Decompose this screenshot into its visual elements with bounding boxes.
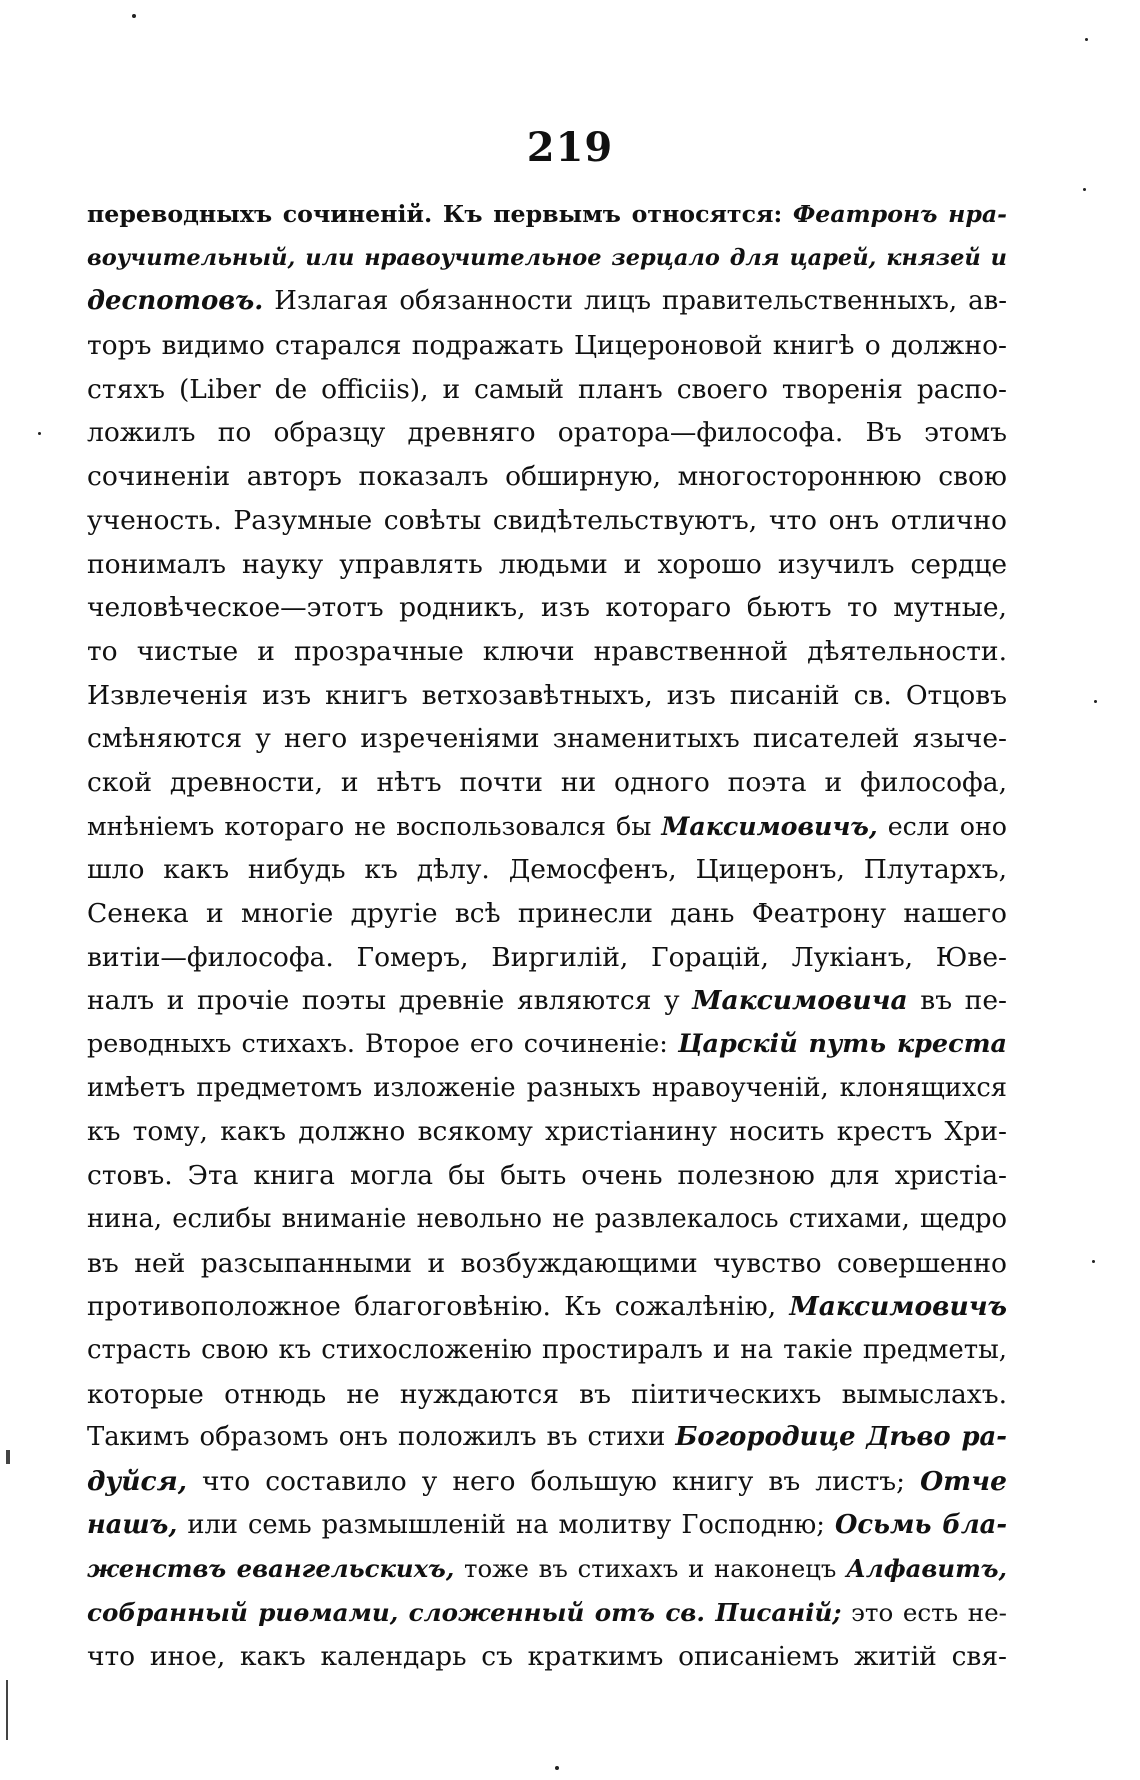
text-segment: Извлеченія изъ книгъ ветхозавѣтныхъ, изъ писаній св. Отцовъ: [87, 679, 1007, 711]
page-number: 219: [526, 124, 614, 171]
text-segment: Такимъ образомъ онъ положилъ въ стихи: [87, 1422, 676, 1453]
scan-speck: [1092, 1260, 1095, 1263]
italic-text-segment: воучительный, или нравоучительное зерцало для царей, князей и: [87, 244, 1007, 271]
scan-edge-mark: [6, 1680, 8, 1740]
scan-speck: [1085, 38, 1088, 41]
text-segment: смѣняются у него изреченіями знаменитыхъ писателей языче-: [87, 723, 1007, 755]
text-segment: или семь размышленій на молитву Господню;: [177, 1509, 835, 1540]
italic-text-segment: Феатронъ нра-: [792, 200, 1007, 228]
text-segment: страсть свою къ стихосложенію простиралъ и на такіе предметы,: [87, 1334, 1007, 1365]
text-line: [87, 630, 1007, 674]
text-line: [87, 1504, 1007, 1548]
text-segment: понималъ науку управлять людьми и хорошо изучилъ сердце: [87, 548, 1007, 580]
text-line: [87, 1110, 1007, 1154]
text-line: [87, 280, 1007, 324]
italic-text-segment: Отче: [920, 1465, 1007, 1497]
italic-text-segment: деспотовъ.: [87, 286, 264, 317]
text-segment: противоположное благоговѣнію. Къ сожалѣнію,: [87, 1291, 790, 1323]
text-segment: въ пе-: [907, 985, 1007, 1017]
italic-text-segment: женствъ евангельскихъ,: [87, 1554, 455, 1584]
italic-text-segment: Осьмь бла-: [834, 1509, 1007, 1540]
text-line: [87, 193, 1007, 237]
text-segment: Сенека и многіе другіе всѣ принесли дань Феатрону нашего: [87, 898, 1007, 929]
text-segment: Излагая обязанности лицъ правительственныхъ, ав-: [263, 286, 1007, 317]
italic-text-segment: собранный риѳмами, сложенный отъ св. Писаній;: [87, 1598, 842, 1627]
text-line: [87, 1198, 1007, 1242]
text-segment: витіи—философа. Гомеръ, Виргилій, Горацій, Лукіанъ, Юве-: [87, 941, 1007, 973]
text-line: [87, 1591, 1007, 1635]
scan-speck: [1094, 700, 1097, 703]
text-line: [87, 1067, 1007, 1111]
text-segment: ской древности, и нѣтъ почти ни одного поэта и философа,: [87, 766, 1007, 798]
text-segment: реводныхъ стихахъ. Второе его сочиненіе:: [87, 1029, 678, 1060]
text-line: [87, 805, 1007, 849]
italic-text-segment: нашъ,: [87, 1509, 178, 1540]
text-segment: въ ней разсыпанными и возбуждающими чувство совершенно: [87, 1247, 1007, 1279]
scan-speck: [555, 1766, 559, 1770]
text-line: [87, 1373, 1007, 1417]
italic-text-segment: Максимовичъ,: [661, 810, 878, 841]
text-line: [87, 1547, 1007, 1591]
text-line: [87, 979, 1007, 1023]
text-line: [87, 1460, 1007, 1504]
text-line: [87, 1023, 1007, 1067]
text-segment: мнѣніемъ котораго не воспользовался бы: [87, 811, 662, 841]
text-line: [87, 1635, 1007, 1679]
text-segment: ложилъ по образцу древняго оратора—философа. Въ этомъ: [87, 417, 1007, 449]
text-line: [87, 717, 1007, 761]
scan-edge-mark: [6, 1450, 10, 1464]
text-segment: нина, еслибы вниманіе невольно не развлекалось стихами, щедро: [87, 1203, 1007, 1234]
text-line: [87, 892, 1007, 936]
text-line: [87, 237, 1007, 281]
text-segment: имѣетъ предметомъ изложеніе разныхъ нравоученій, клонящихся: [87, 1072, 1007, 1103]
text-line: [87, 499, 1007, 543]
text-line: [87, 543, 1007, 587]
text-segment: что иное, какъ календарь съ краткимъ описаніемъ житій свя-: [87, 1640, 1007, 1672]
scan-speck: [132, 14, 136, 18]
text-line: [87, 848, 1007, 892]
text-segment: это есть не-: [841, 1598, 1007, 1627]
text-segment: ученость. Разумные совѣты свидѣтельствуютъ, что онъ отлично: [87, 504, 1007, 536]
scan-speck: [38, 432, 41, 435]
body-text: [87, 193, 1007, 1678]
text-line: [87, 1242, 1007, 1286]
text-line: [87, 674, 1007, 718]
text-line: [87, 1329, 1007, 1373]
text-segment: тоже въ стихахъ и наконецъ: [454, 1554, 847, 1584]
text-line: [87, 586, 1007, 630]
text-segment: что составило у него большую книгу въ листъ;: [187, 1465, 921, 1497]
text-segment: шло какъ нибудь къ дѣлу. Демосфенъ, Цицеронъ, Плутархъ,: [87, 854, 1007, 886]
italic-text-segment: дуйся,: [87, 1465, 187, 1497]
text-segment: стяхъ (Liber de officiis), и самый планъ своего творенія распо-: [87, 373, 1007, 405]
italic-text-segment: Алфавитъ,: [846, 1554, 1007, 1584]
text-line: [87, 368, 1007, 412]
text-segment: торъ видимо старался подражать Цицероновой книгѣ о должно-: [87, 330, 1007, 362]
text-line: [87, 1285, 1007, 1329]
italic-text-segment: Богородице Дѣво ра-: [675, 1422, 1007, 1453]
text-line: [87, 1416, 1007, 1460]
text-segment: переводныхъ сочиненій. Къ первымъ относятся:: [87, 200, 793, 228]
text-segment: къ тому, какъ должно всякому христіанину носить крестъ Хри-: [87, 1116, 1007, 1148]
text-segment: то чистые и прозрачные ключи нравственной дѣятельности.: [87, 635, 1007, 667]
text-line: [87, 1154, 1007, 1198]
text-segment: человѣческое—этотъ родникъ, изъ котораго бьютъ то мутные,: [87, 592, 1007, 624]
text-segment: стовъ. Эта книга могла бы быть очень полезною для христіа-: [87, 1160, 1007, 1192]
italic-text-segment: Царскій путь креста: [677, 1029, 1007, 1060]
scan-speck: [1083, 188, 1086, 191]
text-line: [87, 936, 1007, 980]
text-line: [87, 411, 1007, 455]
text-segment: сочиненіи авторъ показалъ обширную, многостороннюю свою: [87, 461, 1007, 493]
text-segment: которые отнюдь не нуждаются въ піитическихъ вымыслахъ.: [87, 1378, 1007, 1410]
text-segment: если оно: [877, 811, 1007, 841]
italic-text-segment: Максимовичъ: [789, 1291, 1007, 1323]
italic-text-segment: Максимовича: [692, 985, 908, 1017]
text-line: [87, 761, 1007, 805]
text-segment: налъ и прочіе поэты древніе являются у: [87, 985, 693, 1017]
text-line: [87, 455, 1007, 499]
text-line: [87, 324, 1007, 368]
